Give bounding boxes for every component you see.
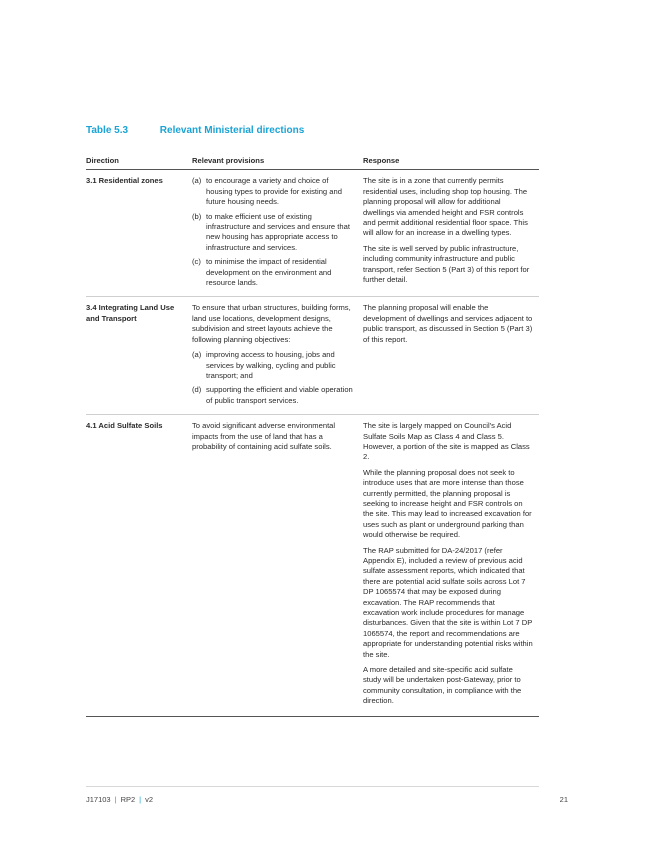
provision-label: (a) xyxy=(192,350,202,360)
response-cell xyxy=(363,415,539,717)
header-provisions: Relevant provisions xyxy=(192,154,363,170)
provisions-cell xyxy=(192,297,363,415)
response-paragraph: The site is largely mapped on Council's Acid Sulfate Soils Map as Class 4 and Class 5. However, a portion of the site is mapped as Class 2. xyxy=(363,421,530,462)
provision-text: to make efficient use of existing infrastructure and services and ensure that new housing has appropriate access to infrastructure and services. xyxy=(206,211,350,252)
table-row xyxy=(86,297,539,415)
provision-text: improving access to housing, jobs and services by walking, cycling and public transport; and xyxy=(206,350,336,380)
footer-reference xyxy=(86,795,153,804)
directions-table xyxy=(86,154,539,717)
provision-item xyxy=(192,176,357,207)
response-paragraph: The site is well served by public infrastructure, including community infrastructure and public transport, refer Section 5 (Part 3) of this report for further detail. xyxy=(363,243,530,285)
provisions-cell xyxy=(192,415,363,717)
table-number: Table 5.3 xyxy=(86,125,129,136)
footer-separator: | xyxy=(114,795,117,804)
provision-intro: To avoid significant adverse environmental impacts from the use of land that has a probability of containing acid sulfate soils. xyxy=(192,421,336,451)
provision-text: supporting the efficient and viable operation of public transport services. xyxy=(206,385,353,405)
footer-separator: | xyxy=(139,795,142,804)
footer-version: v2 xyxy=(145,795,154,804)
response-cell xyxy=(363,170,539,297)
provision-intro: To ensure that urban structures, building forms, land use locations, development designs, subdivision and street layouts achieve the following planning objectives: xyxy=(192,303,351,344)
table-caption xyxy=(86,125,304,136)
direction-cell: 3.1 Residential zones xyxy=(86,176,163,186)
response-paragraph: While the planning proposal does not seek to introduce uses that are more intense than those currently permitted, the planning proposal is seeking to increase height and FSR controls on the site. This may lead to increased excavation for uses such as plant or underground parking than would otherwise be required. xyxy=(363,467,532,540)
response-paragraph: The planning proposal will enable the development of dwellings and services adjacent to public transport, as discussed in Section 5 (Part 3) of this report. xyxy=(363,303,533,344)
provision-text: to minimise the impact of residential development on the environment and resource lands. xyxy=(206,257,332,288)
footer-divider xyxy=(86,786,539,787)
page-number: 21 xyxy=(559,795,568,804)
provisions-cell xyxy=(192,170,363,297)
footer-report: RP2 xyxy=(120,795,136,804)
provision-item xyxy=(192,385,357,406)
header-direction: Direction xyxy=(86,154,192,170)
header-response: Response xyxy=(363,154,539,170)
provision-label: (b) xyxy=(192,211,202,221)
provision-text: to encourage a variety and choice of housing types to provide for existing and future housing needs. xyxy=(206,176,342,207)
response-paragraph: The RAP submitted for DA-24/2017 (refer Appendix E), included a review of previous acid sulfate assessment reports, which indicated that there are potential acid sulfate soils across Lot 7 DP 1065574 that may be exposed during excavation. The RAP recommends that excavation work include procedures for manage disturbances. Given that the site is within Lot 7 DP 1065574, the report and recommendations are appropriate for understanding potential risks within the site. xyxy=(363,545,533,659)
direction-cell: 4.1 Acid Sulfate Soils xyxy=(86,415,192,717)
provision-item xyxy=(192,212,357,254)
table-row xyxy=(86,415,539,717)
table-title: Relevant Ministerial directions xyxy=(159,125,305,136)
provision-label: (a) xyxy=(192,176,202,186)
response-paragraph: A more detailed and site-specific acid sulfate study will be undertaken post-Gateway, prior to community consultation, in compliance with the direction. xyxy=(363,665,522,706)
table-header-row xyxy=(86,154,539,170)
response-paragraph: The site is in a zone that currently permits residential uses, including shop top housing. The planning proposal will allow for additional dwellings via amended height and FSR controls and permit additional residential floor space. This will allow for an increase in a dwelling types. xyxy=(363,176,528,238)
table-row xyxy=(86,170,539,297)
provision-item xyxy=(192,350,357,381)
provision-item xyxy=(192,257,357,288)
footer-job: J17103 xyxy=(86,795,111,804)
provision-label: (d) xyxy=(192,385,202,395)
response-cell xyxy=(363,297,539,415)
provision-label: (c) xyxy=(192,257,201,267)
direction-cell: 3.4 Integrating Land Use and Transport xyxy=(86,297,192,415)
